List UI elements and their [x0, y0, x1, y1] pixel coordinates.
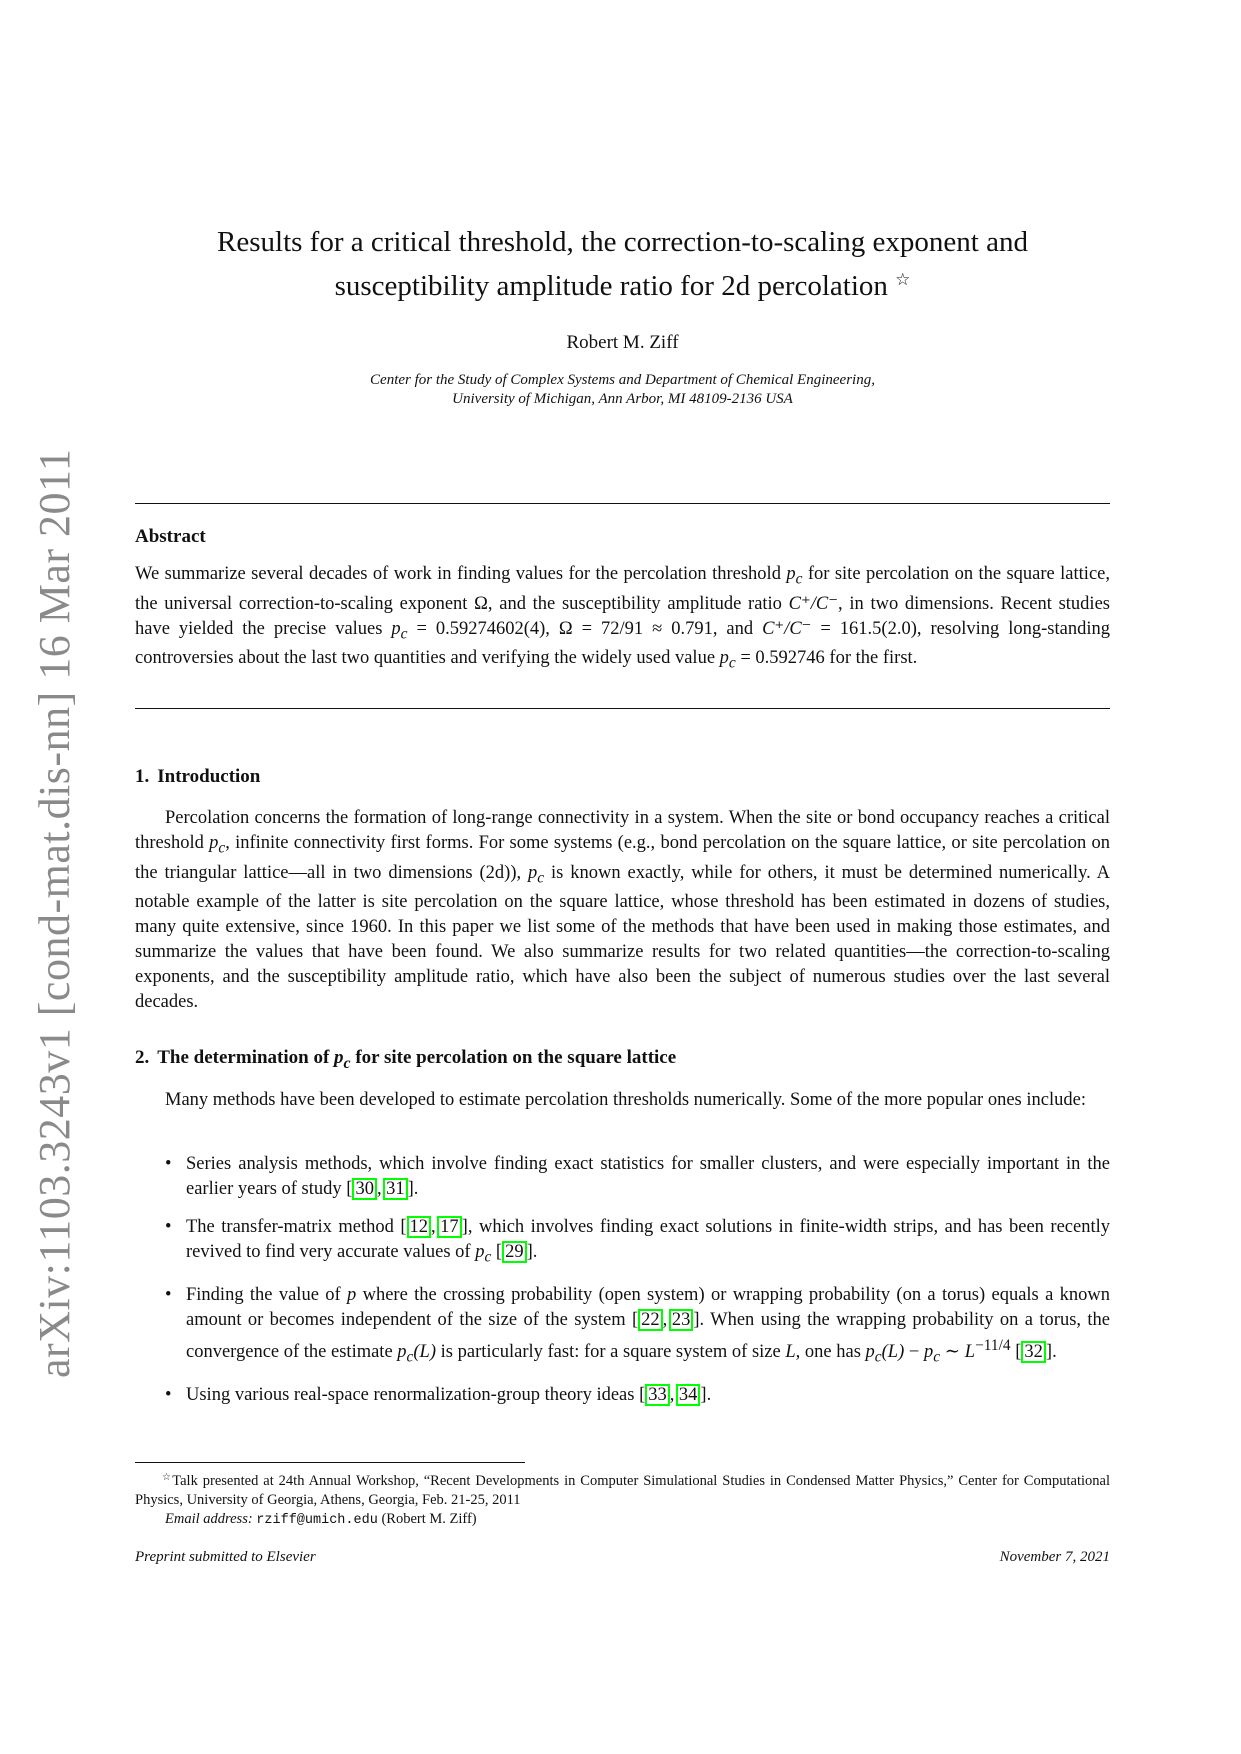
footnote [135, 1468, 1110, 1530]
citation-link[interactable]: 23 [669, 1309, 694, 1331]
email-label: Email address: [165, 1511, 253, 1527]
citation-link[interactable]: 29 [502, 1241, 527, 1263]
citation-link[interactable]: 32 [1021, 1341, 1046, 1363]
section2-intro-paragraph: Many methods have been developed to estimate percolation thresholds numerically. Some of the more popular ones include: [165, 1090, 1086, 1110]
citation-link[interactable]: 33 [645, 1384, 670, 1406]
abstract-heading: Abstract [135, 526, 206, 547]
list-item: • Using various real-space renormalization-group theory ideas [ 33 , 34 ]. [165, 1383, 1110, 1408]
list-item: • The transfer-matrix method [ 12 , 17 ], which involves finding exact solutions in finite-width strips, and has been recently revived to find very accurate values of $p_c$ [ 29 ]. [165, 1217, 1110, 1266]
abstract-bottom-rule [135, 708, 1110, 709]
star-icon: ☆ [162, 1472, 173, 1483]
citation-link[interactable]: 30 [352, 1178, 377, 1200]
author-name: Robert M. Ziff [566, 332, 679, 353]
email-link[interactable]: rziff@umich.edu [256, 1513, 378, 1528]
arxiv-stamp: arXiv:1103.3243v1 [cond-mat.dis-nn] 16 Mar 2011 [30, 448, 79, 1378]
bullet-icon: • [165, 1284, 172, 1305]
section-heading-introduction: 1. Introduction [135, 766, 261, 787]
bullet-icon: • [165, 1154, 172, 1174]
list-item: • Series analysis methods, which involve finding exact statistics for smaller clusters, and were especially important in the earlier years of study [ 30 , 31 ]. [165, 1154, 1110, 1199]
footer-left: Preprint submitted to Elsevier [135, 1549, 316, 1565]
affiliation [135, 371, 1110, 409]
footer-date: November 7, 2021 [999, 1549, 1110, 1565]
abstract-text: We summarize several decades of work in finding values for the percolation threshold $p_c$ for site percolation on the square lattice, the universal correction-to-scaling exponent Ω, and the susceptibility amplitude ratio C⁺/C⁻, in two dimensions. Recent studies have yielded the precise values $p_c = 0.59274602(4)$, Ω = 72/91 ≈ 0.791, and C⁺/C⁻ = 161.5(2.0), resolving long-standing controversies about the last two quantities and verifying the widely used value $p_c = 0.592746$ for the first. [135, 564, 1110, 673]
affiliation-line-2: University of Michigan, Ann Arbor, MI 48109-2136 USA [452, 391, 793, 407]
paper-title [135, 224, 1110, 305]
introduction-paragraph: Percolation concerns the formation of long-range connectivity in a system. When the site or bond occupancy reaches a critical threshold $p_c$, infinite connectivity first forms. For some systems (e.g., bond percolation on the square lattice, or site percolation on the triangular lattice—all in two dimensions (2d)), $p_c$ is known exactly, while for others, it must be determined numerically. A notable example of the latter is site percolation on the square lattice, whose threshold has been estimated in dozens of studies, many quite extensive, since 1960. In this paper we list some of the methods that have been used in making those estimates, and summarize the values that have been found. We also summarize results for two related quantities—the correction-to-scaling exponents, and the susceptibility amplitude ratio, which have also been the subject of numerous studies over the last several decades. [135, 808, 1110, 1013]
citation-link[interactable]: 34 [676, 1384, 701, 1406]
email-owner: (Robert M. Ziff) [381, 1511, 477, 1527]
citation-link[interactable]: 31 [383, 1178, 408, 1200]
abstract-top-rule [135, 503, 1110, 504]
affiliation-line-1: Center for the Study of Complex Systems and Department of Chemical Engineering, [370, 372, 875, 388]
list-item: • Finding the value of p where the crossing probability (open system) or wrapping probability (on a torus) equals a known amount or becomes independent of the size of the system [ 22 , 23 ]. When using the wrapping probability on a torus, the convergence of the estimate $p_c(L)$ is particularly fast: for a square system of size L, one has $p_c(L) - p_c$ ∼ $L^{-11/4}$ [ 32 ]. [165, 1284, 1110, 1366]
citation-link[interactable]: 12 [407, 1216, 432, 1238]
bullet-icon: • [165, 1217, 172, 1237]
star-footnote-icon[interactable]: ☆ [895, 270, 911, 289]
citation-link[interactable]: 22 [638, 1309, 663, 1331]
footnote-rule [135, 1462, 525, 1463]
title-line-2: susceptibility amplitude ratio for 2d percolation [334, 270, 888, 302]
citation-link[interactable]: 17 [437, 1216, 462, 1238]
section-heading-determination: 2. The determination of $p_c$ for site percolation on the square lattice [135, 1047, 677, 1072]
methods-list [165, 1152, 1110, 1421]
footnote-text: Talk presented at 24th Annual Workshop, “Recent Developments in Computer Simulational Studies in Condensed Matter Physics,” Center for Computational Physics, University of Georgia, Athens, Georgia, Feb. 21-25, 2011 [135, 1473, 1110, 1508]
bullet-icon: • [165, 1384, 172, 1405]
title-line-1: Results for a critical threshold, the correction-to-scaling exponent and [217, 226, 1028, 258]
page-footer [135, 1549, 1110, 1566]
